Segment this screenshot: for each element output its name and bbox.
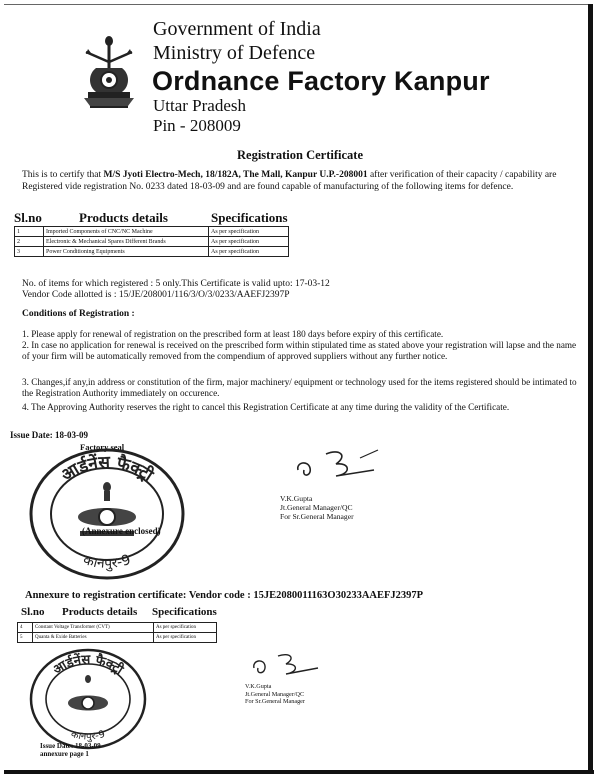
row-number: 5 (18, 633, 33, 643)
firm-name: M/S Jyoti Electro-Mech, 18/182A, The Mall, Kanpur U.P.-208001 (103, 170, 368, 180)
row-spec: As per specification (209, 227, 289, 237)
intro-suffix: after verification of their capacity / capability are Registered vide registration No. 0233 dated 18-03-09 and are found capable of manufacturing of the following items for defence. (22, 170, 557, 192)
page-border-right (588, 4, 593, 772)
header-government: Government of India (153, 18, 321, 40)
signatory-for: For Sr.General Manager (245, 698, 305, 705)
seal-top-text: आर्डनेंस फैक्ट्री (50, 652, 126, 678)
signature-2 (248, 648, 338, 682)
header-ministry: Ministry of Defence (153, 42, 316, 64)
row-spec: As per specification (209, 237, 289, 247)
table-row (18, 633, 217, 643)
certificate-intro (22, 170, 582, 193)
signatory-designation: Jt.General Manager/QC (280, 503, 353, 512)
national-emblem-icon (78, 32, 140, 112)
row-number: 4 (18, 623, 33, 633)
row-number: 3 (15, 247, 44, 257)
signatory-block-1 (280, 494, 354, 521)
page-border-top (4, 4, 590, 5)
products-table (14, 226, 289, 257)
row-product: Constant Voltage Transformer (CVT) (33, 623, 154, 633)
signatory-name: V.K.Gupta (280, 494, 313, 503)
issue-date: Issue Date: 18-03-09 (10, 430, 88, 440)
condition-1: 1. Please apply for renewal of registration on the prescribed form at least 180 days before expiry of this certificate. (22, 329, 444, 339)
header-pin: Pin - 208009 (153, 116, 241, 135)
annexure-issue-date: Issue Date: 18-03-09 (40, 742, 101, 750)
svg-text:कानपुर-9 (70, 729, 107, 743)
signatory-block-2 (245, 683, 305, 706)
signatory-name: V.K.Gupta (245, 683, 272, 690)
annexure-title: Annexure to registration certificate: Vendor code : 15JE2080011163O30233AAEFJ2397P (25, 590, 424, 601)
col-header-slno: Sl.no (14, 210, 42, 225)
seal-bottom-text: कानपुर-9 (69, 728, 107, 743)
table-row (15, 227, 289, 237)
annex-col-header-specifications: Specifications (152, 606, 217, 618)
row-number: 2 (15, 237, 44, 247)
signatory-designation: Jt.General Manager/QC (245, 690, 305, 698)
row-number: 1 (15, 227, 44, 237)
factory-seal-label: Factory seal (80, 442, 125, 452)
condition-3: 3. Changes,if any,in address or constitution of the firm, major machinery/ equipment or technology used for the items registered should be intimated to the Registration Authority immediately on occurence. (22, 377, 577, 398)
row-product: Electronic & Mechanical Spares Different Brands (44, 237, 209, 247)
col-header-specifications: Specifications (211, 210, 288, 225)
annexure-enclosed-note: (Annexure enclosed) (82, 526, 161, 536)
seal-bottom-text: कानपुर-9 (81, 551, 133, 572)
annexure-products-table (17, 622, 217, 643)
conditions-title: Conditions of Registration : (22, 309, 135, 319)
svg-text:कानपुर-9 (81, 552, 132, 572)
factory-seal-stamp (28, 447, 186, 581)
row-spec: As per specification (154, 623, 217, 633)
annexure-page-note: annexure page 1 (40, 750, 89, 758)
row-product: Power Conditioning Equipments (44, 247, 209, 257)
annexure-seal-stamp (28, 647, 148, 752)
table-row (15, 247, 289, 257)
row-product: Imported Components of CNC/NC Machine (44, 227, 209, 237)
intro-prefix: This is to certify that (22, 170, 104, 180)
annex-col-header-slno: Sl.no (21, 606, 45, 618)
row-product: Quanta & Exide Batteries (33, 633, 154, 643)
items-registered: No. of items for which registered : 5 only.This Certificate is valid upto: 17-03-12 (22, 279, 330, 289)
signature-1 (290, 440, 400, 490)
table-row (18, 623, 217, 633)
row-spec: As per specification (209, 247, 289, 257)
header-state: Uttar Pradesh (153, 96, 247, 115)
certificate-title: Registration Certificate (237, 148, 363, 162)
condition-4: 4. The Approving Authority reserves the right to cancel this Registration Certificate at any time during the validity of the Certificate. (22, 402, 510, 412)
col-header-products: Products details (79, 210, 168, 225)
table-row (15, 237, 289, 247)
page-border-bottom (4, 770, 594, 774)
condition-2: 2. In case no application for renewal is received on the prescribed form within stipulated time as stated above your registration will lapse and the name of your firm will be automatically removed from the compendium of approved suppliers without any further notice. (22, 340, 577, 361)
signatory-for: For Sr.General Manager (280, 512, 354, 521)
annex-col-header-products: Products details (62, 606, 138, 618)
row-spec: As per specification (154, 633, 217, 643)
seal-top-text: आर्डनेंस फैक्ट्री (57, 452, 157, 486)
header-factory-name: Ordnance Factory Kanpur (152, 66, 490, 96)
vendor-code: Vendor Code allotted is : 15/JE/208001/116/3/O/3/0233/AAEFJ2397P (22, 290, 290, 300)
